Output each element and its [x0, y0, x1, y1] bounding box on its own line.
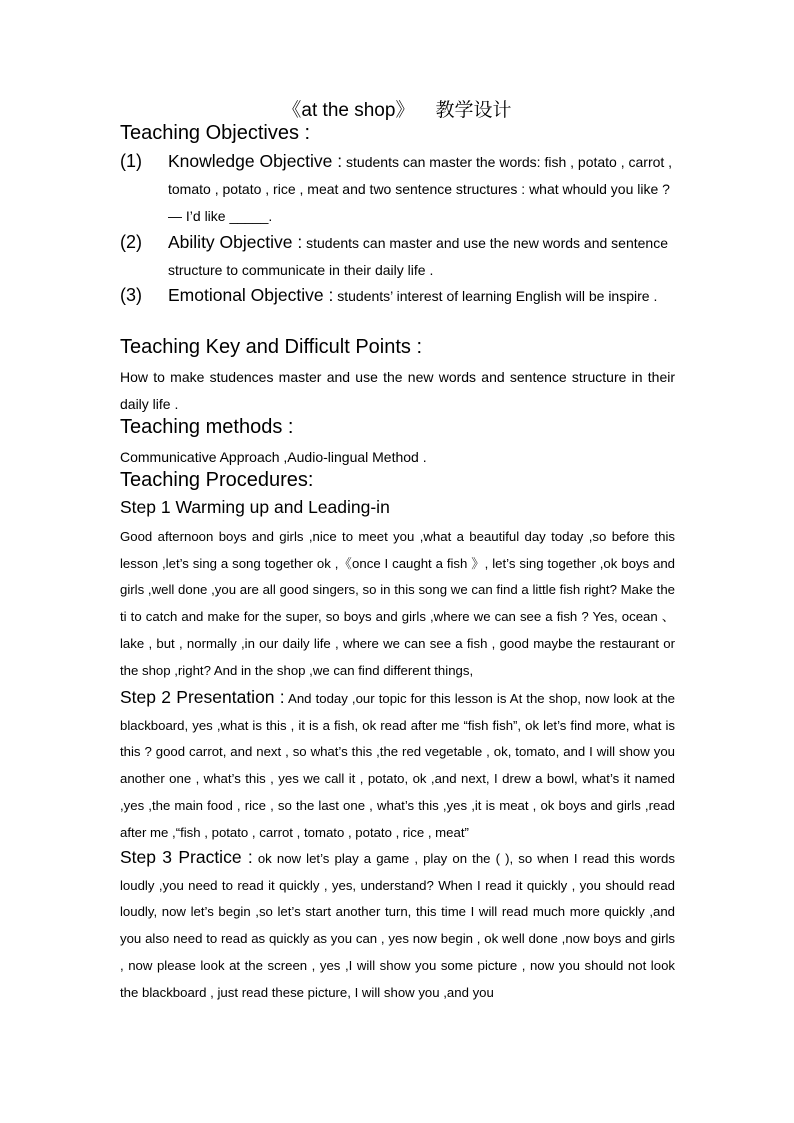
- objective-text: students can master the words: fish , potato , carrot , tomato , potato , rice , meat and two sentence structures : what whould you like ?— I’d like _____.: [168, 154, 673, 224]
- objective-number: (2): [120, 232, 142, 252]
- objectives-heading: Teaching Objectives :: [120, 122, 311, 144]
- objective-label: Emotional Objective :: [168, 285, 334, 305]
- key-points-text: How to make studences master and use the new words and sentence structure in their daily life .: [120, 369, 675, 412]
- objective-text: students can master and use the new words and sentence structure to communicate in their daily life .: [168, 235, 668, 278]
- page-title: 《at the shop》 教学设计: [282, 100, 512, 121]
- step2-heading: Step 2 Presentation :: [120, 687, 285, 707]
- methods-heading: Teaching methods :: [120, 416, 294, 438]
- step1-text: Good afternoon boys and girls ,nice to meet you ,what a beautiful day today ,so before this lesson ,let’s sing a song together ok ,《once I caught a fish 》, let’s sing together ,ok boys and girls ,well done ,you are all good singers, so in this song we can find a little fish right? Make the ti to catch and make for the super, so boys and girls ,where we can see a fish ? Yes, ocean 、lake , but , normally ,in our daily life , where we can see a fish , good maybe the restaurant or the shop ,right? And in the shop ,we can find different things,: [120, 529, 675, 678]
- step3-heading: Step 3 Practice :: [120, 847, 253, 867]
- step1-heading: Step 1 Warming up and Leading-in: [120, 497, 390, 517]
- objective-item: [120, 282, 680, 310]
- step3-text: ok now let’s play a game , play on the ( ), so when I read this words loudly ,you need to read it quickly , yes, understand? When I read it quickly , you should read loudly, now let’s begin ,so let’s start another turn, this time I will read much more quickly ,and you also need to read as quickly as you can , yes now begin , ok well done ,now boys and girls , now please look at the screen , yes ,I will show you some picture , now you should not look the blackboard , just read these picture, I will show you ,and you: [120, 851, 675, 1000]
- step2-text: And today ,our topic for this lesson is At the shop, now look at the blackboard, yes ,what is this , it is a fish, ok read after me “fish fish”, ok let’s find more, what is this ? good carrot, and next , so what’s this ,the red vegetable , ok, tomato, and I will show you another one , what’s this , yes we call it , potato, ok ,and next, I drew a bowl, what’s it named ,yes ,the main food , rice , so the last one , what’s this ,yes ,it is meat , ok boys and girls ,read after me ,“fish , potato , carrot , tomato , potato , rice , meat”: [120, 691, 675, 840]
- objective-text: students’ interest of learning English will be inspire .: [333, 288, 658, 304]
- key-points-heading: Teaching Key and Difficult Points :: [120, 336, 423, 358]
- objective-item: [120, 229, 680, 284]
- objective-label: Knowledge Objective :: [168, 151, 343, 171]
- procedures-heading: Teaching Procedures:: [120, 469, 314, 491]
- objective-item: [120, 148, 680, 230]
- step3-paragraph: [120, 844, 675, 1006]
- step2-paragraph: [120, 684, 675, 846]
- objective-label: Ability Objective :: [168, 232, 303, 252]
- objective-number: (3): [120, 285, 142, 305]
- objective-number: (1): [120, 151, 142, 171]
- methods-text: Communicative Approach ,Audio-lingual Method .: [120, 449, 427, 465]
